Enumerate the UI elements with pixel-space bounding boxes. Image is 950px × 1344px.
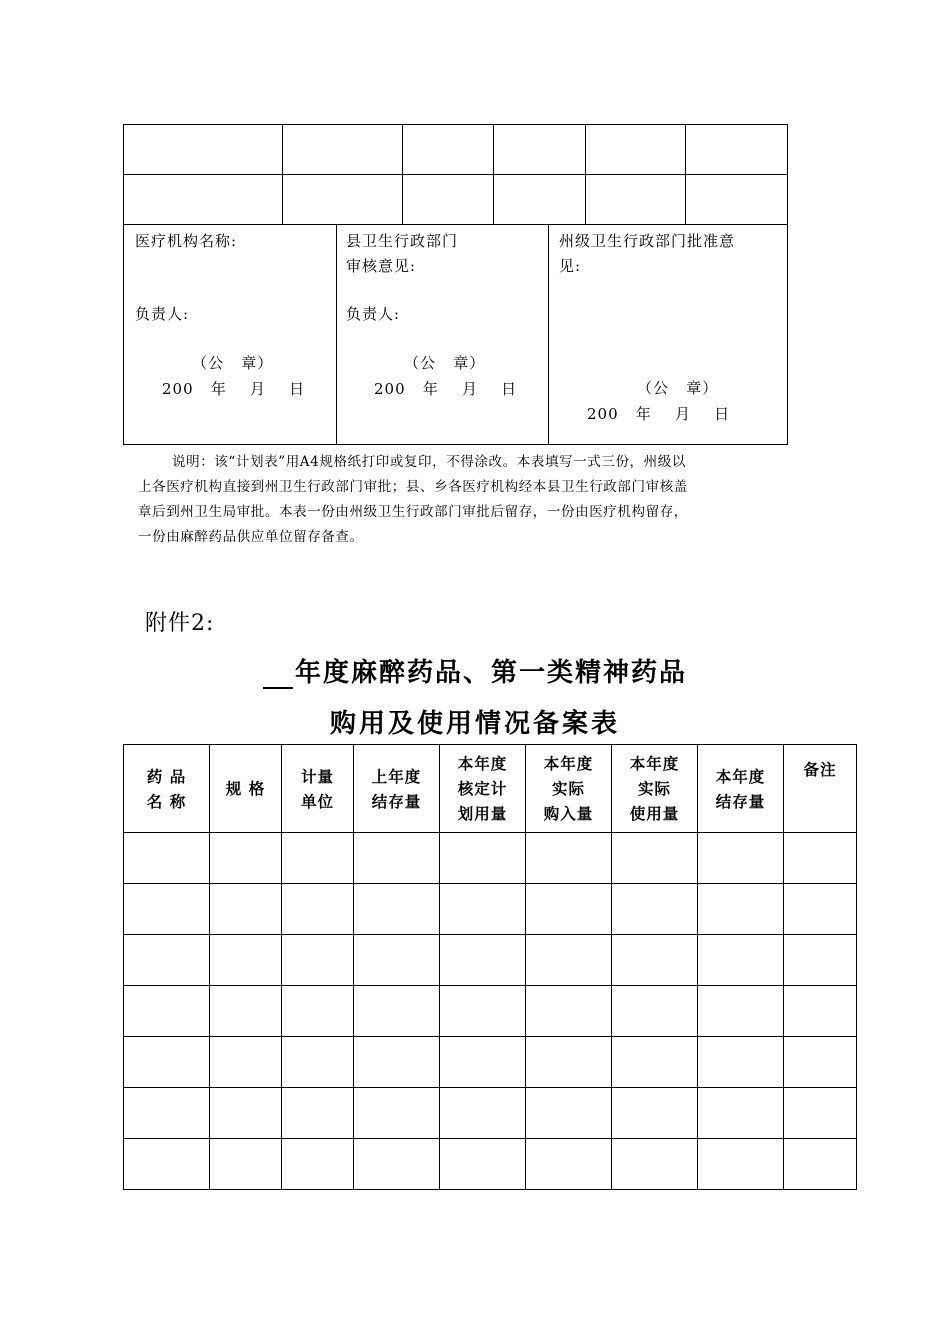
note-line: 说明：该“计划表”用A4规格纸打印或复印，不得涂改。本表填写一式三份，州级以 <box>172 454 686 470</box>
table-cell[interactable] <box>124 833 210 884</box>
table-cell[interactable] <box>124 1088 210 1139</box>
note-line: 一份由麻醉药品供应单位留存备查。 <box>138 529 364 545</box>
table-cell[interactable] <box>612 935 698 986</box>
table-cell[interactable] <box>124 125 283 175</box>
county-review-label-line2: 审核意见: <box>346 257 417 275</box>
table-cell[interactable] <box>612 833 698 884</box>
table-cell[interactable] <box>124 884 210 935</box>
table-cell[interactable] <box>124 935 210 986</box>
header-actual-usage: 本年度 实际 使用量 <box>612 745 698 833</box>
date-line: 200 年 月 日 <box>374 380 518 398</box>
table-cell[interactable] <box>784 1037 857 1088</box>
table-cell[interactable] <box>124 175 283 225</box>
table-cell[interactable] <box>402 125 494 175</box>
header-approved-plan: 本年度 核定计 划用量 <box>440 745 526 833</box>
table-cell[interactable] <box>612 1139 698 1190</box>
table-cell[interactable] <box>784 986 857 1037</box>
table-cell[interactable] <box>210 833 282 884</box>
header-remarks: 备注 <box>784 745 857 833</box>
table-cell[interactable] <box>784 833 857 884</box>
table-cell[interactable] <box>698 833 784 884</box>
table-cell[interactable] <box>124 1037 210 1088</box>
table-cell[interactable] <box>526 833 612 884</box>
table-row <box>124 125 788 175</box>
table-cell[interactable] <box>282 175 402 225</box>
table-cell[interactable] <box>282 833 354 884</box>
table-cell[interactable] <box>282 125 402 175</box>
table-cell[interactable] <box>210 935 282 986</box>
header-specification: 规 格 <box>210 745 282 833</box>
table-cell[interactable] <box>440 833 526 884</box>
table-cell[interactable] <box>354 1139 440 1190</box>
table-cell[interactable] <box>698 884 784 935</box>
table-cell[interactable] <box>698 935 784 986</box>
table-cell[interactable] <box>586 175 686 225</box>
seal-text: （公 章） <box>192 354 274 372</box>
table-cell[interactable] <box>784 884 857 935</box>
table-cell[interactable] <box>526 1037 612 1088</box>
seal-text: （公 章） <box>404 354 486 372</box>
table-cell[interactable] <box>698 986 784 1037</box>
table-cell[interactable] <box>124 1139 210 1190</box>
table-cell[interactable] <box>686 125 788 175</box>
table-header-row <box>124 745 857 833</box>
table-cell[interactable] <box>440 884 526 935</box>
responsible-person-label: 负责人: <box>346 305 401 323</box>
table-cell[interactable] <box>698 1139 784 1190</box>
table-cell[interactable] <box>282 1037 354 1088</box>
table-cell[interactable] <box>440 1037 526 1088</box>
medical-institution-label: 医疗机构名称: <box>135 232 238 250</box>
table-cell[interactable] <box>282 1088 354 1139</box>
table-cell[interactable] <box>612 986 698 1037</box>
table-cell[interactable] <box>612 884 698 935</box>
table-cell[interactable] <box>354 884 440 935</box>
table-cell[interactable] <box>440 935 526 986</box>
table-cell[interactable] <box>440 1088 526 1139</box>
table-cell[interactable] <box>210 986 282 1037</box>
date-line: 200 年 月 日 <box>587 405 731 423</box>
record-table <box>123 744 857 1190</box>
table-cell[interactable] <box>210 1088 282 1139</box>
note-line: 章后到州卫生局审批。本表一份由州级卫生行政部门审批后留存，一份由医疗机构留存， <box>138 504 688 520</box>
table-cell[interactable] <box>526 986 612 1037</box>
table-cell[interactable] <box>210 1139 282 1190</box>
table-cell[interactable] <box>354 1088 440 1139</box>
explanation-note <box>138 450 806 550</box>
header-actual-purchase: 本年度 实际 购入量 <box>526 745 612 833</box>
header-unit: 计量 单位 <box>282 745 354 833</box>
seal-text: （公 章） <box>637 379 719 397</box>
plan-table-rows <box>123 124 788 225</box>
table-cell[interactable] <box>698 1088 784 1139</box>
table-cell[interactable] <box>784 1139 857 1190</box>
table-row <box>124 884 857 935</box>
table-cell[interactable] <box>686 175 788 225</box>
table-cell[interactable] <box>612 1037 698 1088</box>
table-cell[interactable] <box>526 1088 612 1139</box>
table-cell[interactable] <box>612 1088 698 1139</box>
table-cell[interactable] <box>586 125 686 175</box>
table-cell[interactable] <box>282 935 354 986</box>
year-blank[interactable] <box>263 657 293 689</box>
approval-section <box>123 224 788 445</box>
table-cell[interactable] <box>526 884 612 935</box>
table-row <box>124 935 857 986</box>
form-title-line2: 购用及使用情况备案表 <box>329 709 620 739</box>
record-table-body <box>124 833 857 1190</box>
table-row <box>124 1037 857 1088</box>
prefecture-approval-label-line2: 见: <box>559 257 582 275</box>
table-cell[interactable] <box>354 1037 440 1088</box>
table-cell[interactable] <box>210 1037 282 1088</box>
prefecture-approval-label-line1: 州级卫生行政部门批准意 <box>559 232 736 250</box>
table-cell[interactable] <box>354 935 440 986</box>
form-title-text: 年度麻醉药品、第一类精神药品 <box>294 658 687 688</box>
table-row <box>124 175 788 225</box>
header-last-year-stock: 上年度 结存量 <box>354 745 440 833</box>
date-line: 200 年 月 日 <box>162 380 306 398</box>
table-cell[interactable] <box>784 935 857 986</box>
table-cell[interactable] <box>494 125 586 175</box>
table-cell[interactable] <box>354 986 440 1037</box>
table-cell[interactable] <box>440 986 526 1037</box>
prefecture-approval-panel[interactable] <box>549 224 787 444</box>
table-cell[interactable] <box>210 884 282 935</box>
table-row <box>124 1088 857 1139</box>
attachment-label: 附件2: <box>145 611 215 636</box>
table-cell[interactable] <box>124 986 210 1037</box>
header-drug-name: 药 品 名 称 <box>124 745 210 833</box>
table-cell[interactable] <box>282 884 354 935</box>
form-title-line1 <box>0 652 950 689</box>
table-cell[interactable] <box>784 1088 857 1139</box>
table-cell[interactable] <box>440 1139 526 1190</box>
table-cell[interactable] <box>526 1139 612 1190</box>
table-cell[interactable] <box>282 986 354 1037</box>
note-line: 上各医疗机构直接到州卫生行政部门审批；县、乡各医疗机构经本县卫生行政部门审核盖 <box>138 479 688 495</box>
table-cell[interactable] <box>282 1139 354 1190</box>
table-row <box>124 986 857 1037</box>
responsible-person-label: 负责人: <box>135 305 190 323</box>
county-review-label-line1: 县卫生行政部门 <box>346 232 459 250</box>
table-cell[interactable] <box>494 175 586 225</box>
county-review-panel[interactable] <box>337 224 549 444</box>
table-row <box>124 1139 857 1190</box>
table-cell[interactable] <box>526 935 612 986</box>
table-cell[interactable] <box>354 833 440 884</box>
table-cell[interactable] <box>402 175 494 225</box>
header-this-year-stock: 本年度 结存量 <box>698 745 784 833</box>
table-cell[interactable] <box>698 1037 784 1088</box>
medical-institution-panel[interactable] <box>124 224 337 444</box>
table-row <box>124 833 857 884</box>
